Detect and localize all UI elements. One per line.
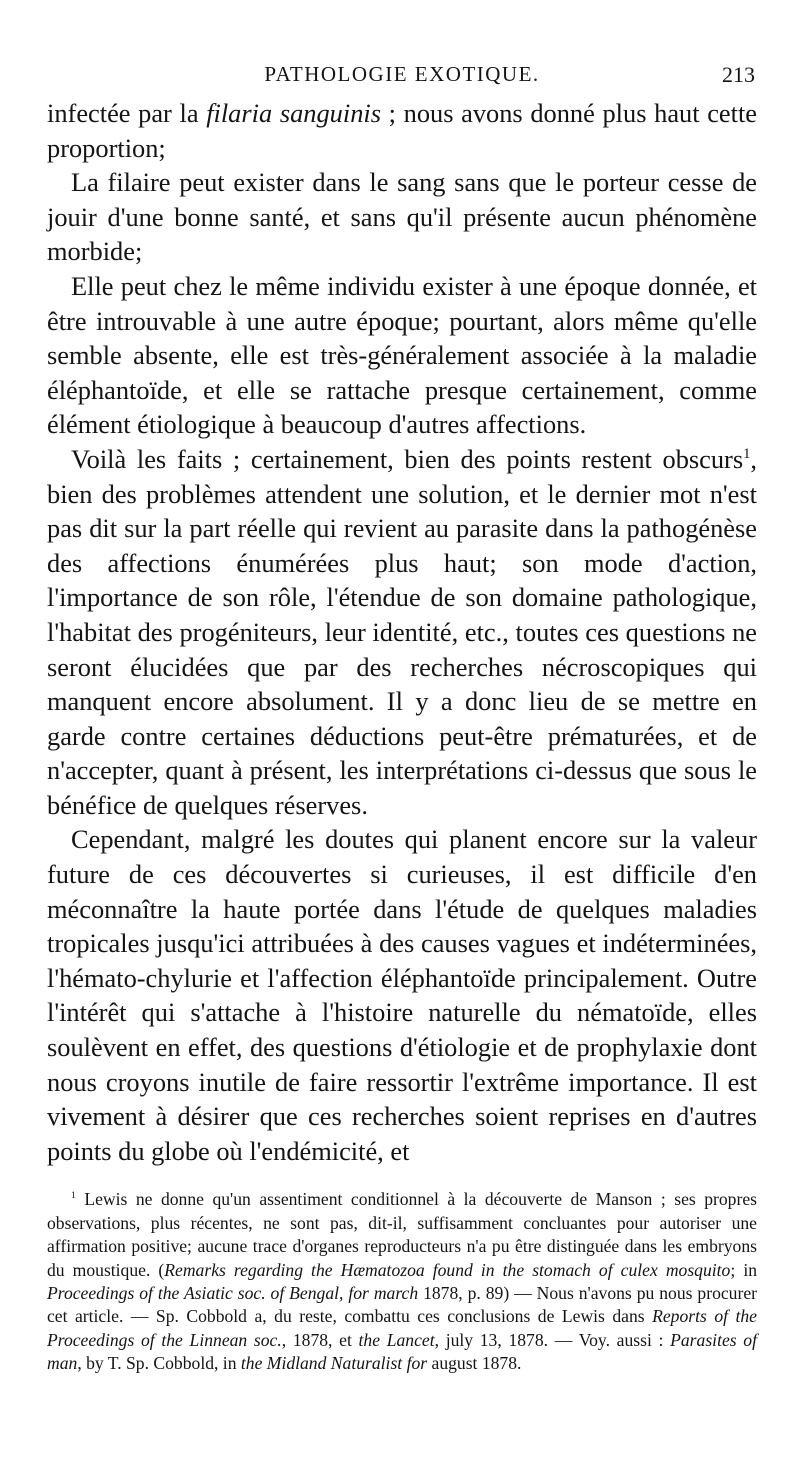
species-name: filaria sanguinis bbox=[206, 98, 382, 128]
text-run: , bien des problèmes attendent une solution, et le dernier mot n'est pas dit sur la part réelle qui revient au parasite dans la pathogénèse des affections énumérées plus haut; son mode d'action, l'importance de son rôle, l'étendue de son domaine pathologique, l'habitat des progéniteurs, leur identité, etc., toutes ces questions ne seront élucidées que par des recherches nécroscopiques qui manquent encore absolument. Il y a donc lieu de se mettre en garde contre certaines déductions peut-être prématurées, et de n'accepter, quant à présent, les interprétations ci-dessus que sous le bénéfice de quelques réserves. bbox=[47, 443, 757, 820]
citation-title: Parasites of man bbox=[47, 1329, 757, 1374]
citation-title: the Lancet bbox=[358, 1329, 435, 1350]
paragraph: La filaire peut exister dans le sang sans que le porteur cesse de jouir d'une bonne santé, et sans qu'il présente aucun phénomène morbide; bbox=[47, 167, 757, 267]
page-header bbox=[47, 62, 757, 96]
running-title: PATHOLOGIE EXOTIQUE. bbox=[264, 62, 540, 86]
text-run: ; in bbox=[730, 1259, 757, 1280]
citation-title: Proceedings of the Asiatic soc. of Bengal, for march bbox=[47, 1283, 419, 1304]
paragraph: Elle peut chez le même individu exister à une époque donnée, et être introuvable à une autre époque; pourtant, alors même qu'elle semble absente, elle est très-généralement associée à la maladie éléphantoïde, et elle se rattache presque certainement, comme élément étiologique à beaucoup d'autres affections. bbox=[47, 270, 757, 440]
paragraph bbox=[47, 442, 757, 823]
text-run: 1878, p. 89) — Nous n'avons pu nous procurer cet article. — Sp. Cobbold a, du reste, combattu ces conclusions de Lewis dans bbox=[47, 1283, 757, 1327]
body-text bbox=[47, 96, 757, 1168]
text-run: , july 13, 1878. — Voy. aussi : bbox=[434, 1329, 671, 1350]
text-run: , by T. Sp. Cobbold, in bbox=[77, 1353, 241, 1374]
text-run: august 1878. bbox=[427, 1353, 522, 1374]
text-run: Lewis ne donne qu'un assentiment conditionnel à la découverte de Manson ; ses propres observations, plus récentes, ne sont pas, dit-il, suffisamment concluantes pour autoriser une affirmation positive; aucune trace d'organes reproducteurs n'a pu être distinguée dans les embryons du moustique. ( bbox=[47, 1189, 757, 1280]
book-page bbox=[47, 62, 757, 1376]
citation-title: Reports of the Proceedings of the Linnean soc. bbox=[47, 1306, 757, 1350]
page-number: 213 bbox=[722, 62, 755, 87]
paragraph: Cependant, malgré les doutes qui planent encore sur la valeur future de ces découvertes si curieuses, il est difficile d'en méconnaître la haute portée dans l'étude de quelques maladies tropicales jusqu'ici attribuées à des causes vagues et indéterminées, l'hémato-chylurie et l'affection éléphantoïde principalement. Outre l'intérêt qui s'attache à l'histoire naturelle du nématoïde, elles soulèvent en effet, des questions d'étiologie et de prophylaxie dont nous croyons inutile de faire ressortir l'extrême importance. Il est vivement à désirer que ces recherches soient reprises en d'autres points du globe où l'endémicité, et bbox=[47, 824, 757, 1166]
footnotes bbox=[47, 1188, 757, 1375]
text-run: ; nous avons donné plus haut cette proportion; bbox=[47, 98, 758, 163]
paragraph bbox=[47, 96, 757, 165]
text-run: infectée par la bbox=[47, 98, 207, 128]
citation-title: Remarks regarding the Hæmatozoa found in the stomach of culex mosquito bbox=[164, 1259, 731, 1280]
footnote-reference: 1 bbox=[743, 446, 751, 463]
footnote-marker: 1 bbox=[71, 1190, 76, 1202]
footnote bbox=[47, 1188, 757, 1375]
text-run: Voilà les faits ; certainement, bien des points restent obscurs bbox=[71, 443, 744, 474]
text-run: , 1878, et bbox=[281, 1329, 359, 1350]
citation-title: the Midland Naturalist for bbox=[240, 1353, 428, 1374]
